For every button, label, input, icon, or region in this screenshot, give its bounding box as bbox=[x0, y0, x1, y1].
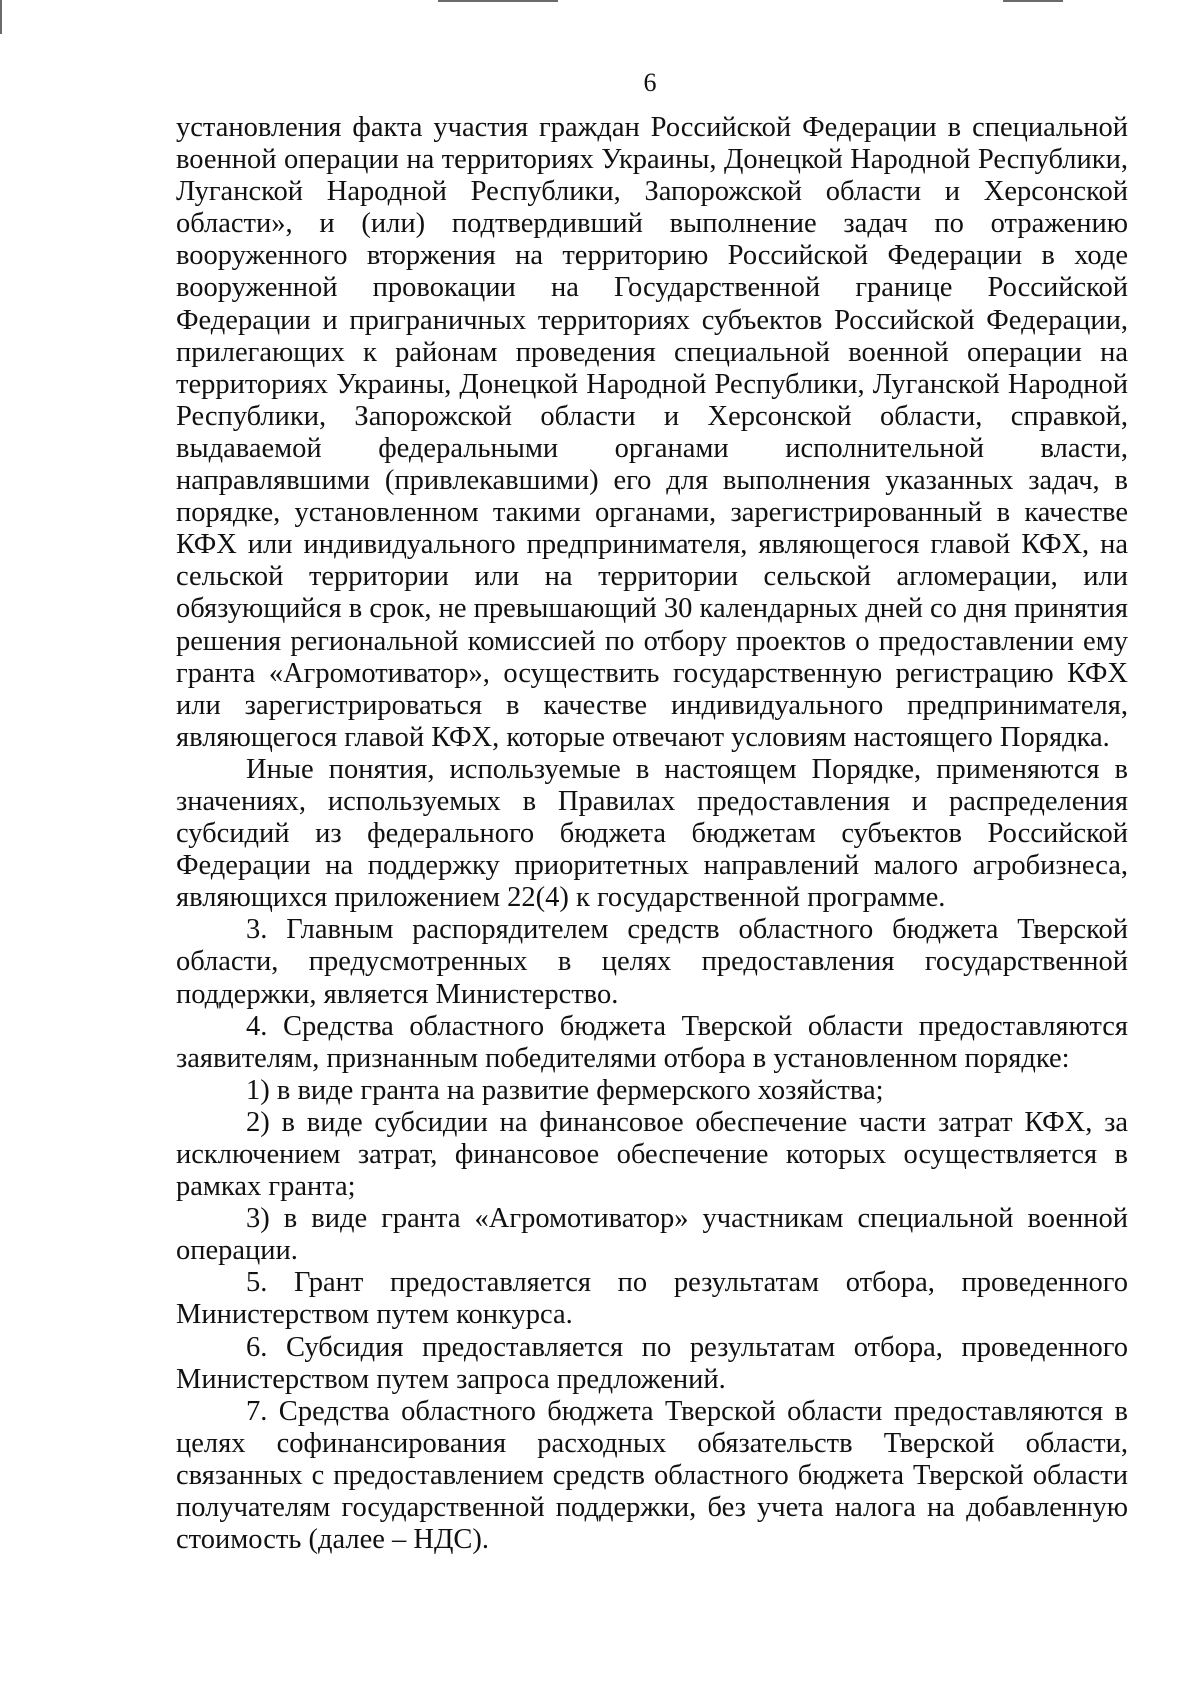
paragraph-subitem-1-farm-grant: 1) в виде гранта на развитие фермерского хозяйства; bbox=[246, 1074, 884, 1106]
paragraph-subitem-3-agromotivator-grant: 3) в виде гранта «Агромотиватор» участникам специальной военной операции. bbox=[176, 1203, 1128, 1267]
document-body bbox=[176, 112, 1128, 1556]
paragraph-item-7-cofinancing: 7. Средства областного бюджета Тверской области предоставляются в целях софинансирования расходных обязательств Тверской области, связанных с предоставлением средств областного бюджета Тверской области получателям государственной поддержки, без учета налога на добавленную стоимость (далее – НДС). bbox=[176, 1395, 1128, 1556]
paragraph-item-5-grant-contest: 5. Грант предоставляется по результатам отбора, проведенного Министерством путем конкурса. bbox=[176, 1267, 1128, 1331]
paragraph-subitem-2-subsidy: 2) в виде субсидии на финансовое обеспечение части затрат КФХ, за исключением затрат, финансовое обеспечение которых осуществляется в рамках гранта; bbox=[176, 1106, 1128, 1203]
paragraph-participant-definition: установления факта участия граждан Российской Федерации в специальной военной операции на территориях Украины, Донецкой Народной Республики, Луганской Народной Республики, Запорожской области и Херсонской области», и (или) подтвердивший выполнение задач по отражению вооруженного вторжения на территорию Российской Федерации в ходе вооруженной провокации на Государственной границе Российской Федерации и приграничных территориях субъектов Российской Федерации, прилегающих к районам проведения специальной военной операции на территориях Украины, Донецкой Народной Республики, Луганской Народной Республики, Запорожской области и Херсонской области, справкой, выдаваемой федеральными органами исполнительной власти, направлявшими (привлекавшими) его для выполнения указанных задач, в порядке, установленном такими органами, зарегистрированный в качестве КФХ или индивидуального предпринимателя, являющегося главой КФХ, на сельской территории или на территории сельской агломерации, или обязующийся в срок, не превышающий 30 календарных дней со дня принятия решения региональной комиссией по отбору проектов о предоставлении ему гранта «Агромотиватор», осуществить государственную регистрацию КФХ или зарегистрироваться в качестве индивидуального предпринимателя, являющегося главой КФХ, которые отвечают условиям настоящего Порядка. bbox=[176, 112, 1128, 753]
scan-edge-mark-top-right bbox=[1003, 0, 1063, 2]
page-number: 6 bbox=[643, 68, 657, 97]
scan-edge-mark-top bbox=[438, 0, 558, 2]
paragraph-other-terms: Иные понятия, используемые в настоящем Порядке, применяются в значениях, используемых в Правилах предоставления и распределения субсидий из федерального бюджета бюджетам субъектов Российской Федерации на поддержку приоритетных направлений малого агробизнеса, являющихся приложением 22(4) к государственной программе. bbox=[176, 753, 1128, 914]
paragraph-item-3-main-administrator: 3. Главным распорядителем средств областного бюджета Тверской области, предусмотренных в целях предоставления государственной поддержки, является Министерство. bbox=[176, 914, 1128, 1010]
paragraph-item-4-funds-provided: 4. Средства областного бюджета Тверской области предоставляются заявителям, признанным победителями отбора в установленном порядке: bbox=[176, 1010, 1128, 1074]
paragraph-item-6-subsidy-proposals: 6. Субсидия предоставляется по результатам отбора, проведенного Министерством путем запроса предложений. bbox=[176, 1331, 1128, 1395]
scan-edge-mark-left bbox=[0, 0, 2, 34]
